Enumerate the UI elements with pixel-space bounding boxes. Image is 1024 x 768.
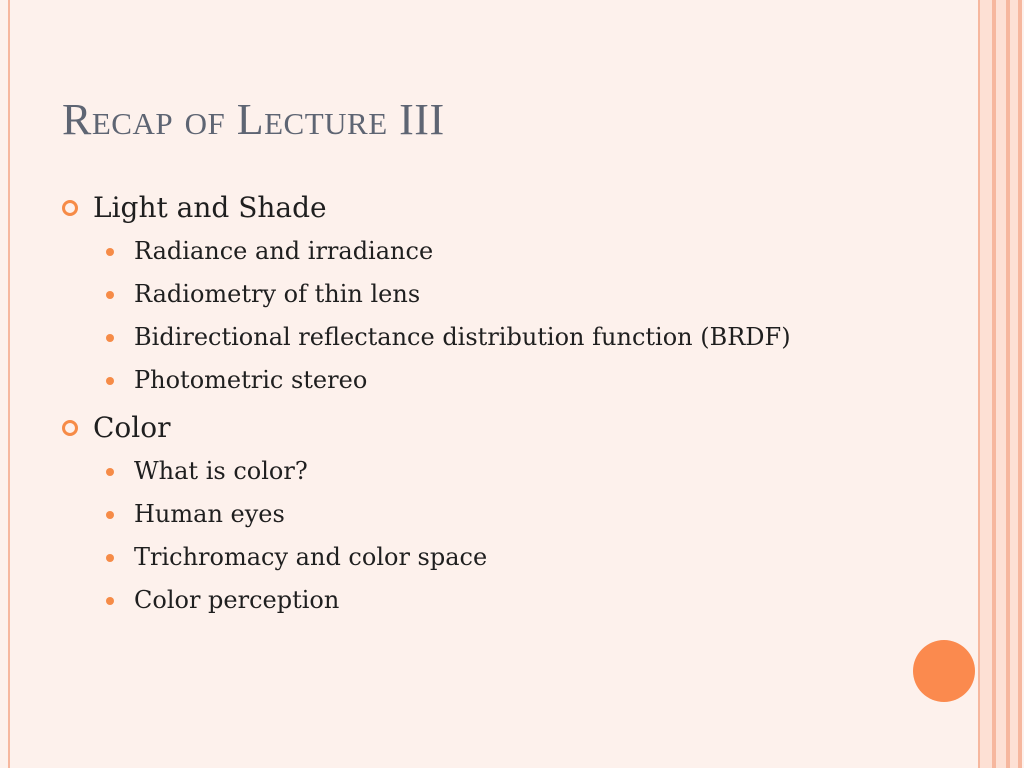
bullet-level2-text: Bidirectional reflectance distribution function (BRDF) [134, 323, 791, 351]
bullet-level2-text: What is color? [134, 457, 308, 485]
stripe-4 [996, 0, 1006, 768]
filled-circle-bullet-icon [106, 511, 114, 519]
bullet-content [62, 186, 942, 622]
filled-circle-bullet-icon [106, 291, 114, 299]
bullet-level2-text: Human eyes [134, 500, 285, 528]
bullet-level1 [62, 406, 942, 450]
section-color [62, 406, 942, 622]
stripe-6 [1010, 0, 1018, 768]
hollow-circle-bullet-icon [62, 200, 78, 216]
filled-circle-bullet-icon [106, 468, 114, 476]
left-accent-line [8, 0, 10, 768]
bullet-level2-text: Photometric stereo [134, 366, 368, 394]
bullet-level2 [62, 316, 942, 359]
bullet-level2 [62, 450, 942, 493]
filled-circle-bullet-icon [106, 554, 114, 562]
right-stripes [976, 0, 1024, 768]
bullet-level1-text: Light and Shade [93, 191, 327, 224]
filled-circle-bullet-icon [106, 248, 114, 256]
stripe-2 [980, 0, 992, 768]
stripe-7 [1018, 0, 1022, 768]
slide-title: Recap of Lecture III [62, 95, 445, 144]
bullet-level1-text: Color [93, 411, 171, 444]
section-light-and-shade [62, 186, 942, 402]
filled-circle-bullet-icon [106, 597, 114, 605]
bullet-level2 [62, 359, 942, 402]
bullet-level2-text: Trichromacy and color space [134, 543, 488, 571]
filled-circle-bullet-icon [106, 334, 114, 342]
bullet-level2 [62, 273, 942, 316]
bullet-level1 [62, 186, 942, 230]
bullet-level2 [62, 230, 942, 273]
sub-bullet-list [62, 230, 942, 402]
bullet-level2-text: Radiometry of thin lens [134, 280, 421, 308]
bullet-level2 [62, 579, 942, 622]
bullet-level2-text: Color perception [134, 586, 340, 614]
orange-circle-icon [913, 640, 975, 702]
bullet-level2 [62, 493, 942, 536]
bullet-level2-text: Radiance and irradiance [134, 237, 434, 265]
sub-bullet-list [62, 450, 942, 622]
filled-circle-bullet-icon [106, 377, 114, 385]
bullet-level2 [62, 536, 942, 579]
hollow-circle-bullet-icon [62, 420, 78, 436]
